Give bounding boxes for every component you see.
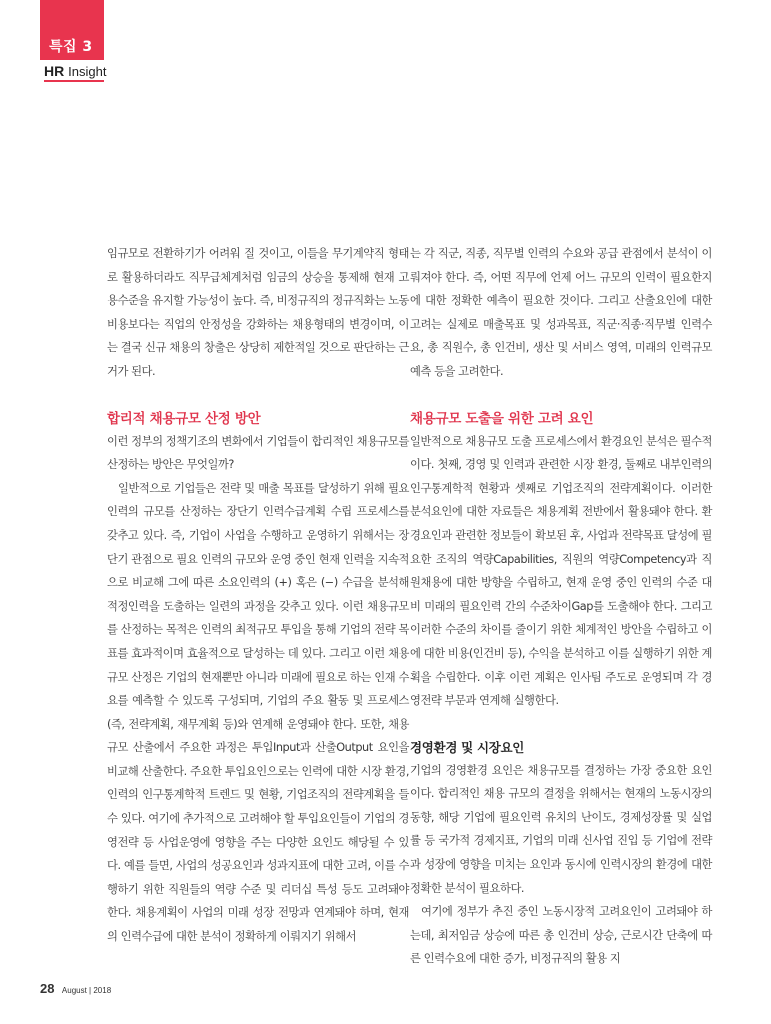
subheading-market-factors: 경영환경 및 시장요인 bbox=[410, 739, 525, 755]
right-paragraph-2: 일반적으로 채용규모 도출 프로세스에서 환경요인 분석은 필수적이다. 첫째, 경영 및 인력과 관련한 시장 환경, 둘째로 내부인력의 인구통계학적 현황과 셋째로 기업조직의 전략계획이다. 이러한 분석요인에 대한 자료들은 채용계획 전반에서 활용돼야 한다. 환경요인과 관련한 정보들이 확보된 후, 사업과 전략목표 달성에 필요한 조직의 역량Capabilities, 직원의 역량Competency과 직원채용에 대한 방향을 수립하고, 현재 운영 중인 인력의 수준 대비 미래의 필요인력 간의 수준차이Gap를 도출해야 한다. 그리고 이러한 수준의 차이를 줄이기 위한 체계적인 방안을 수립하고 이에 대한 비용(인건비 등), 수익을 분석하고 이를 실행하기 위한 계획을 수립한다. 이후 이런 계획은 인사팀 주도로 운영되며 각 경영전략 부문과 연계해 실행한다. bbox=[410, 434, 712, 708]
logo-underline bbox=[44, 80, 104, 82]
section-heading-hiring-factors: 채용규모 도출을 위한 고려 요인 bbox=[410, 410, 594, 427]
page-number: 28 bbox=[40, 981, 55, 996]
left-column bbox=[107, 242, 409, 949]
left-paragraph-3: 일반적으로 기업들은 전략 및 매출 목표를 달성하기 위해 필요 인력의 규모를 산정하는 장단기 인력수급계획 수립 프로세스를 갖추고 있다. 즉, 기업이 사업을 수행하고 운영하기 위해서는 장단기 관점으로 필요 인력의 규모와 운영 중인 현재 인력을 지속적으로 비교해 그에 따른 소요인력의 (+) 혹은 (−) 수급을 분석해 적정인력을 도출하는 일련의 과정을 갖추고 있다. 이런 채용규모를 산정하는 목적은 인력의 최적규모 투입을 통해 기업의 전략 목표를 효과적이며 효율적으로 달성하는 데 있다. 그리고 이런 채용규모 산정은 기업의 현재뿐만 아니라 미래에 필요로 하는 인재 수요를 예측할 수 있도록 구성되며, 기업의 주요 활동 및 프로세스(즉, 전략계획, 재무계획 등)와 연계해 운영돼야 한다. 또한, 채용규모 산출에서 주요한 과정은 투입Input과 산출Output 요인을 비교해 산출한다. 주요한 투입요인으로는 인력에 대한 시장 환경, 인력의 인구통계학적 트렌드 및 현황, 기업조직의 전략계획을 들 수 있다. 여기에 추가적으로 고려해야 할 투입요인들이 기업의 경영전략 등 사업운영에 영향을 주는 다양한 요인도 해당될 수 있다. 예를 들면, 사업의 성공요인과 성과지표에 대한 고려, 이를 수행하기 위한 직원들의 역량 수준 및 리더십 특성 등도 고려돼야 한다. 채용계획이 사업의 미래 성장 전망과 연계돼야 하며, 현재의 인력수급에 대한 분석이 정확하게 이뤄지기 위해서 bbox=[107, 481, 409, 944]
issue-date: August | 2018 bbox=[61, 986, 112, 995]
magazine-logo bbox=[44, 63, 106, 81]
left-paragraph-2: 이런 정부의 정책기조의 변화에서 기업들이 합리적인 채용규모를 산정하는 방안은 무엇일까? bbox=[107, 434, 409, 472]
right-paragraph-3: 기업의 경영환경 요인은 채용규모를 결정하는 가장 중요한 요인이다. 합리적인 채용 규모의 결정을 위해서는 현재의 노동시장의 동향, 해당 기업에 필요인력 유치의 난이도, 경제성장률 및 실업률 등 국가적 경제지표, 기업의 미래 신사업 진입 등 기업에 전략과 성장에 영향을 미치는 요인과 동시에 인력시장의 환경에 대한 정확한 분석이 필요하다. bbox=[410, 763, 712, 895]
section-tab bbox=[40, 0, 104, 60]
right-paragraph-4: 여기에 정부가 추진 중인 노동시장적 고려요인이 고려돼야 하는데, 최저임금 상승에 따른 총 인건비 상승, 근로시간 단축에 따른 인력수요에 대한 증가, 비정규직의 활용 지 bbox=[410, 905, 712, 966]
left-paragraph-1: 임규모로 전환하기가 어려워 질 것이고, 이들을 무기계약직 형태로 활용하더라도 직무급체계처럼 임금의 상승을 통제해 현재 고용수준을 유지할 가능성이 높다. 즉, 비정규직의 정규직화는 노동비용보다는 직업의 안정성을 강화하는 채용형태의 변경이며, 이는 결국 신규 채용의 창출은 상당히 제한적일 것으로 판단하는 근거가 된다. bbox=[107, 247, 409, 378]
section-label: 특집 3 bbox=[49, 39, 93, 55]
right-paragraph-1: 는 각 직군, 직종, 직무별 인력의 수요와 공급 관점에서 분석이 이뤄져야 한다. 즉, 어떤 직무에 언제 어느 규모의 인력이 필요한지에 대한 정확한 예측이 필요한 것이다. 그리고 산출요인에 대한 고려는 실제로 매출목표 및 성과목표, 직군·직종·직무별 인력수요, 총 직원수, 총 인건비, 생산 및 서비스 영역, 미래의 인력규모 예측 등을 고려한다. bbox=[410, 247, 712, 378]
logo-insight: Insight bbox=[68, 64, 107, 79]
logo-hr: HR bbox=[44, 63, 65, 79]
section-heading-reasonable-hiring: 합리적 채용규모 산정 방안 bbox=[107, 410, 261, 427]
page-footer bbox=[40, 980, 111, 998]
right-column bbox=[410, 242, 712, 971]
